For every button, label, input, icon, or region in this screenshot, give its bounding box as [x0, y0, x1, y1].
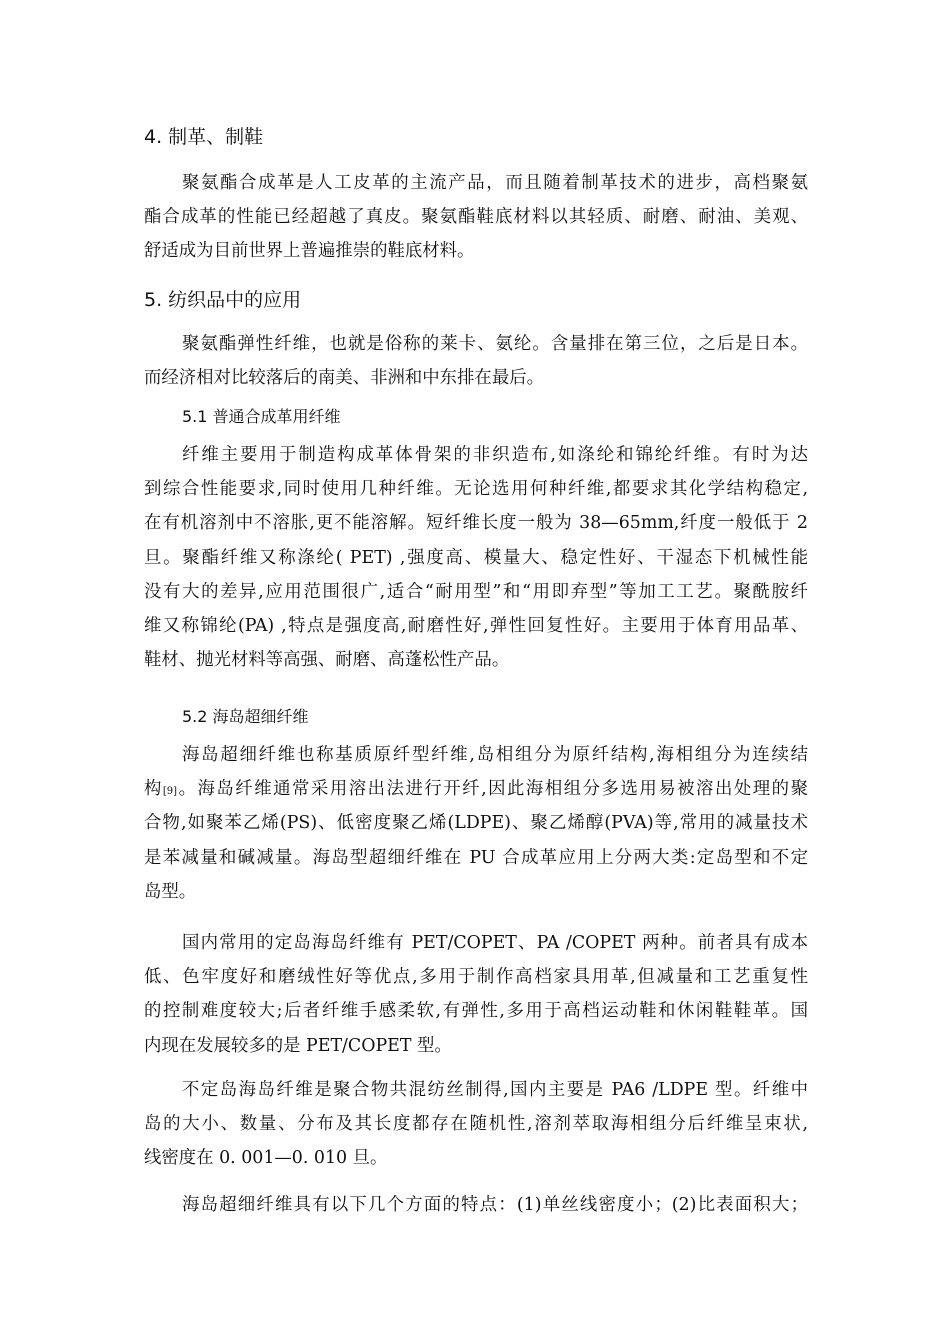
text-line: 低、色牢度好和磨绒性好等优点,多用于制作高档家具用革,但减量和工艺重复性: [144, 967, 808, 988]
section-5-heading: 5. 纺织品中的应用: [144, 289, 302, 311]
subsection-5-2-heading: 5.2 海岛超细纤维: [182, 707, 309, 726]
section-4-paragraph: [144, 166, 808, 269]
text-line: 聚氨酯合成革是人工皮革的主流产品，而且随着制革技术的进步，高档聚氨: [182, 173, 808, 193]
section-5-paragraph: [144, 327, 808, 395]
subsection-5-1-heading: 5.1 普通合成革用纤维: [182, 407, 341, 426]
text-line: 纤维主要用于制造构成革体骨架的非织造布,如涤纶和锦纶纤维。有时为达: [182, 445, 808, 465]
text-line: 线密度在 0. 001—0. 010 旦。: [144, 1148, 388, 1169]
text-line: 海岛超细纤维也称基质原纤型纤维,岛相组分为原纤结构,海相组分为连续结: [182, 745, 808, 765]
subsection-5-2-paragraph-1: [144, 738, 808, 909]
text-line: 酯合成革的性能已经超越了真皮。聚氨酯鞋底材料以其轻质、耐磨、耐油、美观、: [144, 207, 808, 228]
text-line: 鞋材、抛光材料等高强、耐磨、高蓬松性产品。: [144, 650, 510, 671]
text-line: 岛型。: [144, 881, 197, 902]
text-line: 维又称锦纶(PA) ,特点是强度高,耐磨性好,弹性回复性好。主要用于体育用品革、: [144, 616, 808, 637]
text-line: 没有大的差异,应用范围很广,适合“耐用型”和“用即弃型”等加工工艺。聚酰胺纤: [144, 581, 808, 602]
text-line: 内现在发展较多的是 PET/COPET 型。: [144, 1035, 452, 1056]
text-line: 旦。聚酯纤维又称涤纶( PET) ,强度高、模量大、稳定性好、干湿态下机械性能: [144, 547, 808, 568]
subsection-5-2-paragraph-2: [144, 926, 808, 1063]
text-line: 合物,如聚苯乙烯(PS)、低密度聚乙烯(LDPE)、聚乙烯醇(PVA)等,常用的减量技术: [144, 813, 808, 834]
text-line: 在有机溶剂中不溶胀,更不能溶解。短纤维长度一般为 38—65mm,纤度一般低于 2: [144, 513, 808, 534]
section-4-heading: 4. 制革、制鞋: [144, 126, 264, 148]
text-line: 的控制难度较大;后者纤维手感柔软,有弹性,多用于高档运动鞋和休闲鞋鞋革。国: [144, 1001, 808, 1022]
text-fragment: 。海岛纤维通常采用溶出法进行开纤,因此海相组分多选用易被溶出处理的聚: [177, 779, 808, 800]
text-line: 国内常用的定岛海岛纤维有 PET/COPET、PA /COPET 两种。前者具有成本: [182, 933, 808, 953]
subsection-5-2-paragraph-4: [144, 1188, 808, 1222]
subsection-5-2-paragraph-3: [144, 1073, 808, 1176]
citation-reference[interactable]: [9]: [162, 786, 178, 798]
subsection-5-1-paragraph: [144, 438, 808, 677]
text-line: 舒适成为目前世界上普遍推崇的鞋底材料。: [144, 241, 475, 262]
text-line: 而经济相对比较落后的南美、非洲和中东排在最后。: [144, 368, 544, 389]
text-line: 是苯减量和碱减量。海岛型超细纤维在 PU 合成革应用上分两大类:定岛型和不定: [144, 847, 808, 868]
text-line: [144, 772, 808, 806]
text-line: 聚氨酯弹性纤维，也就是俗称的莱卡、氨纶。含量排在第三位，之后是日本。: [182, 334, 808, 354]
text-fragment: 构: [144, 779, 163, 800]
text-line: 海岛超细纤维具有以下几个方面的特点：(1)单丝线密度小；(2)比表面积大；: [182, 1195, 808, 1215]
text-line: 岛的大小、数量、分布及其长度都存在随机性,溶剂萃取海相组分后纤维呈束状,: [144, 1114, 808, 1135]
text-line: 到综合性能要求,同时使用几种纤维。无论选用何种纤维,都要求其化学结构稳定,: [144, 479, 808, 500]
text-line: 不定岛海岛纤维是聚合物共混纺丝制得,国内主要是 PA6 /LDPE 型。纤维中: [182, 1080, 808, 1100]
